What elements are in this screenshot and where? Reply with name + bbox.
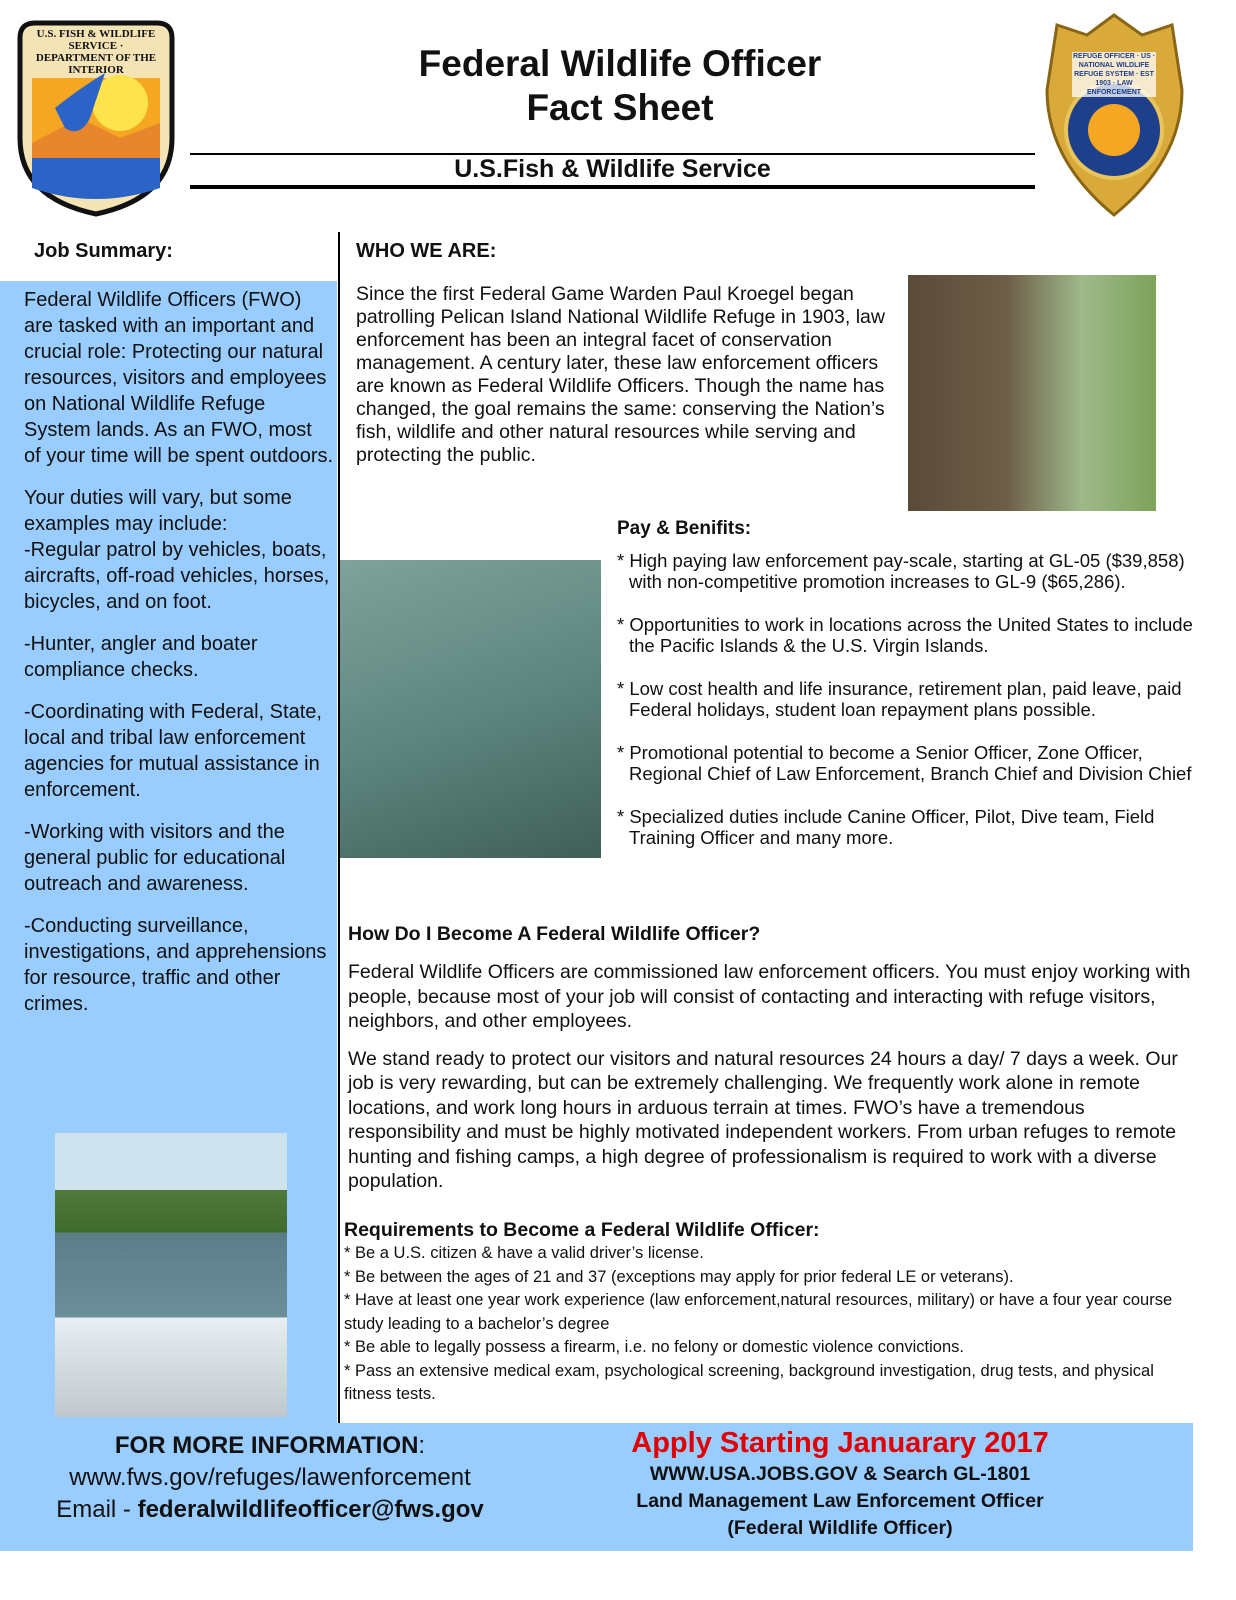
- paragraph: We stand ready to protect our visitors and natural resources 24 hours a day/ 7 days a week. Our job is very rewarding, but can be extremely challenging. We frequently work alone in remote locations, and work long hours in arduous terrain at times. FWO’s have a tremendous responsibility and must be highly motivated independent workers. From urban refuges to remote hunting and fishing camps, a high degree of professionalism is required to work with a diverse population.: [348, 1047, 1178, 1192]
- paragraph: Federal Wildlife Officers are commissioned law enforcement officers. You must enjoy working with people, because most of your job will consist of contacting and interacting with refuge visitors, neighbors, and other employees.: [348, 961, 1191, 1032]
- list-item: * Specialized duties include Canine Officer, Pilot, Dive team, Field Training Officer and many more.: [617, 806, 1155, 848]
- job-summary-heading: Job Summary:: [34, 240, 173, 262]
- how-to-become-heading: How Do I Become A Federal Wildlife Officer?: [348, 923, 761, 945]
- title-line-1: Federal Wildlife Officer: [418, 43, 822, 84]
- list-item: * Pass an extensive medical exam, psychological screening, background investigation, drug tests, and physical fitness tests.: [344, 1361, 1154, 1403]
- divider: [190, 185, 1035, 189]
- list-item: * Have at least one year work experience (law enforcement,natural resources, military) or have a four year course study leading to a bachelor’s degree: [344, 1291, 1173, 1333]
- page-title: [300, 42, 940, 130]
- list-item: * Low cost health and life insurance, retirement plan, paid leave, paid Federal holidays, student loan repayment plans possible.: [617, 678, 1182, 720]
- badge-text: REFUGE OFFICER · US · NATIONAL WILDLIFE REFUGE SYSTEM · EST 1903 · LAW ENFORCEMENT: [1072, 53, 1156, 96]
- who-we-are-heading: WHO WE ARE:: [356, 240, 497, 262]
- paragraph: Your duties will vary, but some examples may include:: [24, 487, 292, 535]
- job-summary-text: [24, 287, 334, 1033]
- law-enforcement-badge: [1042, 10, 1187, 220]
- list-item: * High paying law enforcement pay-scale, starting at GL-05 ($39,858) with non-competitive promotion increases to GL-9 ($65,286).: [617, 550, 1185, 592]
- list-item: * Be between the ages of 21 and 37 (exceptions may apply for prior federal LE or veterans).: [344, 1267, 1014, 1286]
- duty-item: -Conducting surveillance, investigations, and apprehensions for resource, traffic and other crimes.: [24, 915, 327, 1015]
- paragraph: Federal Wildlife Officers (FWO) are tasked with an important and crucial role: Protecting our natural resources, visitors and employees on National Wildlife Refuge System lands. As an FWO, most of your time will be spent outdoors.: [24, 289, 334, 467]
- list-item: * Be able to legally possess a firearm, i.e. no felony or domestic violence convictions.: [344, 1338, 964, 1356]
- list-item: * Opportunities to work in locations across the United States to include the Pacific Islands & the U.S. Virgin Islands.: [617, 614, 1193, 656]
- website-link[interactable]: www.fws.gov/refuges/lawenforcement: [69, 1464, 471, 1491]
- pay-benefits-heading: Pay & Benifits:: [617, 518, 752, 539]
- duty-item: -Working with visitors and the general public for educational outreach and awareness.: [24, 821, 286, 895]
- who-we-are-text: Since the first Federal Game Warden Paul Kroegel began patrolling Pelican Island National Wildlife Refuge in 1903, law enforcement has been an integral facet of conservation management. A century later, these law enforcement officers are known as Federal Wildlife Officers. Though the name has changed, the goal remains the same: conserving the Nation’s fish, wildlife and other natural resources while serving and protecting the public.: [356, 283, 885, 466]
- requirements-heading: Requirements to Become a Federal Wildlife Officer:: [344, 1219, 820, 1241]
- pay-benefits-list: [617, 550, 1197, 870]
- title-line-2: Fact Sheet: [526, 87, 714, 128]
- how-to-become-text: [348, 960, 1198, 1207]
- more-info-label: FOR MORE INFORMATION: [114, 1432, 419, 1459]
- apply-title: Apply Starting Januarary 2017: [631, 1427, 1049, 1459]
- job-series-title: Land Management Law Enforcement Officer: [636, 1490, 1044, 1512]
- list-item: * Promotional potential to become a Senior Officer, Zone Officer, Regional Chief of Law Enforcement, Branch Chief and Division Chief: [617, 742, 1192, 784]
- officer-dolphin-photo: [340, 560, 601, 858]
- officer-canine-photo: [908, 275, 1156, 511]
- subtitle: U.S.Fish & Wildlife Service: [454, 155, 771, 183]
- apply-info: [590, 1425, 1090, 1542]
- usajobs-link[interactable]: WWW.USA.JOBS.GOV & Search GL-1801: [649, 1463, 1031, 1485]
- duty-item: -Regular patrol by vehicles, boats, aircrafts, off-road vehicles, horses, bicycles, and on foot.: [24, 539, 330, 613]
- duty-item: -Hunter, angler and boater compliance checks.: [24, 633, 258, 681]
- officers-boat-photo: [55, 1133, 287, 1417]
- list-item: * Be a U.S. citizen & have a valid driver’s license.: [344, 1244, 704, 1262]
- email-label: Email -: [56, 1496, 138, 1523]
- more-info: [0, 1430, 540, 1526]
- requirements-list: [344, 1242, 1199, 1407]
- email-link[interactable]: federalwildlifeofficer@fws.gov: [137, 1496, 484, 1523]
- duty-item: -Coordinating with Federal, State, local and tribal law enforcement agencies for mutual assistance in enforcement.: [24, 701, 322, 801]
- job-title: (Federal Wildlife Officer): [727, 1517, 953, 1539]
- fws-logo-text: U.S. FISH & WILDLIFE SERVICE · DEPARTMENT OF THE INTERIOR: [35, 28, 157, 76]
- colon: :: [418, 1432, 426, 1459]
